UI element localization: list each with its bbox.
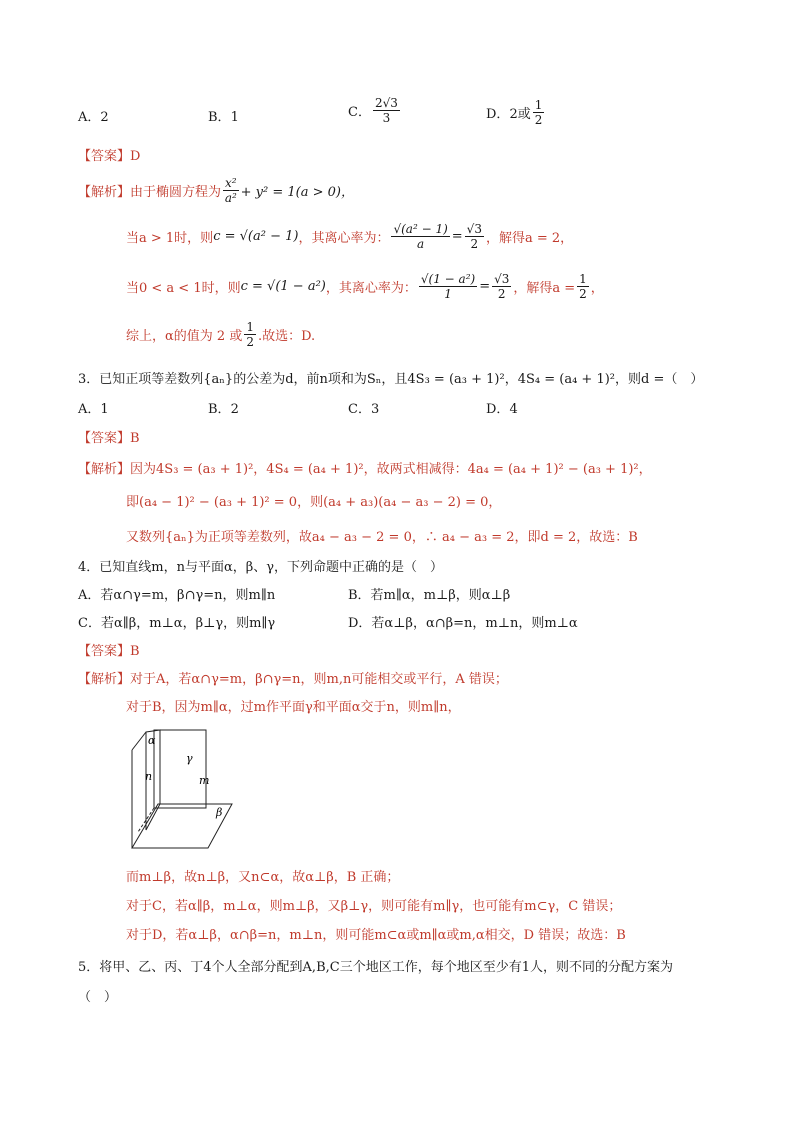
numerator: √3: [466, 222, 482, 236]
answer-value: D: [130, 149, 141, 164]
q3-option-a: [78, 398, 109, 417]
q4-analysis-line2: 对于B，因为m∥α，过m作平面γ和平面α交于n，则m∥n，: [126, 700, 461, 715]
option-label: B．: [208, 110, 231, 125]
math-expr: c = √(a² − 1): [213, 229, 299, 244]
q3-option-b: [208, 398, 239, 417]
denominator: 2: [497, 287, 506, 301]
option-value: 1: [100, 402, 109, 417]
planes-figure: [124, 724, 244, 854]
label-beta: β: [216, 806, 223, 819]
denominator: 2: [579, 287, 587, 301]
q2-option-b: [208, 106, 239, 125]
denominator: 1: [444, 287, 452, 301]
analysis-text: 当0 < a < 1时，则: [126, 281, 241, 296]
option-value: 2: [100, 110, 109, 125]
q4-analysis-line5: 对于D，若α⊥β，α∩β=n，m⊥n，则可能m⊂α或m∥α或m,α相交，D 错误；故选：B: [126, 928, 626, 943]
q2-analysis-line4: [126, 320, 315, 349]
q4-option-b: B．若m∥α，m⊥β，则α⊥β: [348, 588, 511, 603]
q3-answer: [78, 427, 140, 446]
answer-value: B: [130, 431, 140, 446]
q4-stem: 4．已知直线m，n与平面α，β、γ，下列命题中正确的是（ ）: [78, 560, 444, 575]
fraction: [419, 272, 477, 301]
option-value: 2: [230, 402, 239, 417]
fraction: [492, 272, 511, 301]
numerator: √(1 − a²): [420, 272, 476, 286]
numerator: √(a² − 1): [393, 222, 448, 236]
analysis-text: 由于椭圆方程为: [130, 185, 222, 200]
label-alpha: α: [148, 734, 156, 747]
q3-stem: 3．已知正项等差数列{aₙ}的公差为d，前n项和为Sₙ，且4S₃ = (a₃ + 1)²，4S₄ = (a₄ + 1)²，则d =（ ）: [78, 372, 704, 387]
analysis-text: ，其离心率为：: [298, 231, 390, 246]
analysis-text: ，解得a =: [513, 281, 576, 296]
q3-analysis-line2: 即(a₄ − 1)² − (a₃ + 1)² = 0，则(a₄ + a₃)(a₄ − a₃ − 2) = 0，: [126, 495, 502, 510]
analysis-text: 综上，α的值为 2 或: [126, 329, 243, 344]
q5-stem-paren: （ ）: [78, 990, 118, 1005]
q3-analysis-line3: 又数列{aₙ}为正项等差数列，故a₄ − a₃ − 2 = 0，∴ a₄ − a₃ = 2，即d = 2，故选：B: [126, 530, 638, 545]
math-expr: c = √(1 − a²): [240, 279, 326, 294]
plane-gamma: [154, 730, 206, 808]
analysis-tag: 【解析】: [78, 185, 131, 200]
answer-tag: 【答案】: [78, 149, 131, 164]
q3-analysis-line1: [78, 458, 652, 477]
numerator: 1: [246, 320, 254, 334]
q3-option-d: [486, 398, 518, 417]
answer-tag: 【答案】: [78, 431, 131, 446]
option-value: 4: [509, 402, 518, 417]
numerator: 2√3: [374, 96, 398, 110]
analysis-text: .故选：D.: [257, 329, 316, 344]
fraction: [391, 222, 449, 251]
label-gamma: γ: [186, 752, 193, 765]
analysis-text: ，其离心率为：: [325, 281, 417, 296]
q4-answer: [78, 640, 140, 659]
q2-option-c: [348, 96, 402, 125]
q2-analysis-line3: [126, 272, 604, 301]
q2-answer: [78, 145, 140, 164]
q2-analysis-line1: [78, 176, 354, 205]
analysis-text: + y² = 1(a > 0)，: [240, 185, 354, 200]
option-label: C．: [348, 105, 371, 120]
denominator: a²: [224, 191, 237, 205]
analysis-text: ，: [590, 281, 604, 296]
numerator: √3: [494, 272, 510, 286]
numerator: 1: [579, 272, 587, 286]
equals: =: [479, 279, 491, 294]
option-label: A．: [78, 110, 101, 125]
q3-option-c: [348, 398, 379, 417]
q4-analysis-line1: [78, 668, 508, 687]
analysis-tag: 【解析】: [78, 672, 131, 687]
option-label: D．: [486, 107, 510, 122]
q4-option-a: A．若α∩γ=m，β∩γ=n，则m∥n: [78, 588, 276, 603]
option-value: 3: [370, 402, 380, 417]
label-m: m: [199, 774, 210, 787]
q4-option-d: D．若α⊥β，α∩β=n，m⊥n，则m⊥α: [348, 616, 578, 631]
q4-analysis-line4: 对于C，若α∥β，m⊥α，则m⊥β，又β⊥γ，则可能有m∥γ，也可能有m⊂γ，C 错误；: [126, 899, 622, 914]
analysis-text: 对于A，若α∩γ=m，β∩γ=n，则m,n可能相交或平行，A 错误；: [130, 672, 508, 687]
option-value: 1: [230, 110, 239, 125]
q2-option-d: [486, 98, 546, 127]
q5-stem: 5．将甲、乙、丙、丁4个人全部分配到A,B,C三个地区工作，每个地区至少有1人，则不同的分配方案为: [78, 960, 673, 975]
fraction: [244, 320, 256, 349]
denominator: a: [417, 237, 425, 251]
equals: =: [451, 229, 463, 244]
fraction: [577, 272, 589, 301]
q2-analysis-line2: [126, 222, 573, 251]
denominator: 2: [534, 113, 543, 127]
denominator: 3: [382, 111, 391, 125]
plane-alpha-edge: [132, 732, 146, 750]
analysis-text: ，解得a = 2，: [485, 231, 574, 246]
numerator: 1: [534, 98, 543, 112]
label-n: n: [145, 770, 153, 783]
q2-option-a: [78, 106, 109, 125]
answer-value: B: [130, 644, 140, 659]
option-value: 2或: [509, 107, 531, 122]
answer-tag: 【答案】: [78, 644, 131, 659]
analysis-text: 当a > 1时，则: [126, 231, 214, 246]
option-label: C．: [348, 402, 371, 417]
fraction: [223, 176, 239, 205]
option-label: A．: [78, 402, 101, 417]
fraction: [373, 96, 400, 125]
fraction: [465, 222, 484, 251]
denominator: 2: [470, 237, 479, 251]
q4-option-c: C．若α∥β，m⊥α，β⊥γ，则m∥γ: [78, 616, 276, 631]
analysis-text: 因为4S₃ = (a₃ + 1)²，4S₄ = (a₄ + 1)²，故两式相减得：4a₄ = (a₄ + 1)² − (a₃ + 1)²，: [130, 462, 652, 477]
q4-analysis-line3: 而m⊥β，故n⊥β，又n⊂α，故α⊥β，B 正确；: [126, 870, 400, 885]
fraction: [533, 98, 545, 127]
numerator: x²: [225, 176, 237, 190]
denominator: 2: [246, 335, 254, 349]
analysis-tag: 【解析】: [78, 462, 131, 477]
option-label: D．: [486, 402, 510, 417]
option-label: B．: [208, 402, 231, 417]
